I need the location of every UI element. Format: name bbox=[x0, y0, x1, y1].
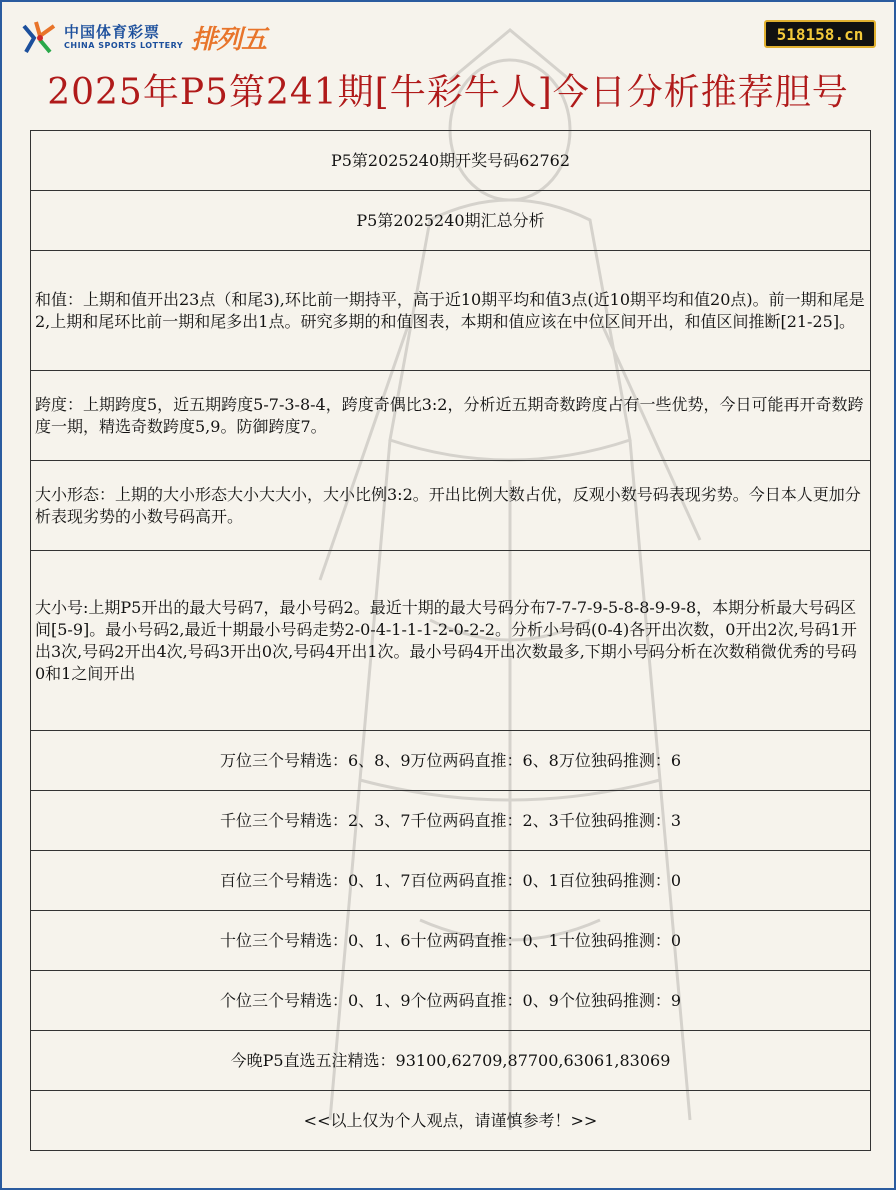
table-row bbox=[31, 1031, 871, 1091]
table-row bbox=[31, 731, 871, 791]
china-sports-lottery-logo bbox=[20, 18, 266, 56]
table-row bbox=[31, 191, 871, 251]
sum-analysis-cell: 和值：上期和值开出23点（和尾3),环比前一期持平，高于近10期平均和值3点(近10期平均和值20点)。前一期和尾是2,上期和尾环比前一期和尾多出1点。研究多期的和值图表，本期和值应该在中位区间开出，和值区间推断[21-25]。 bbox=[31, 251, 871, 371]
tonight-picks-cell: 今晚P5直选五注精选：93100,62709,87700,63061,83069 bbox=[31, 1031, 871, 1091]
header bbox=[0, 0, 896, 130]
draw-result-cell: P5第2025240期开奖号码62762 bbox=[31, 131, 871, 191]
wan-position-pick-cell: 万位三个号精选：6、8、9万位两码直推：6、8万位独码推测：6 bbox=[31, 731, 871, 791]
size-number-analysis-cell: 大小号:上期P5开出的最大号码7，最小号码2。最近十期的最大号码分布7-7-7-9-5-8-8-9-9-8，本期分析最大号码区间[5-9]。最小号码2,最近十期最小号码走势2-0-4-1-1-1-2-0-2-2。分析小号码(0-4)各开出次数，0开出2次,号码1开出3次,号码2开出4次,号码3开出0次,号码4开出1次。最小号码4开出次数最多,下期小号码分析在次数稍微优秀的号码0和1之间开出 bbox=[31, 551, 871, 731]
qian-position-pick-cell: 千位三个号精选：2、3、7千位两码直推：2、3千位独码推测：3 bbox=[31, 791, 871, 851]
table-row bbox=[31, 1091, 871, 1151]
table-row bbox=[31, 851, 871, 911]
analysis-table bbox=[30, 130, 871, 1151]
lottery-star-icon bbox=[20, 18, 58, 56]
disclaimer-cell: <<以上仅为个人观点，请谨慎参考！>> bbox=[31, 1091, 871, 1151]
site-badge[interactable]: 518158.cn bbox=[764, 20, 876, 48]
logo-english-text: CHINA SPORTS LOTTERY bbox=[64, 41, 184, 50]
table-row bbox=[31, 911, 871, 971]
table-row bbox=[31, 971, 871, 1031]
page-title: 2025年P5第241期[牛彩牛人]今日分析推荐胆号 bbox=[47, 72, 849, 113]
summary-heading-cell: P5第2025240期汇总分析 bbox=[31, 191, 871, 251]
size-form-analysis-cell: 大小形态：上期的大小形态大小大大小，大小比例3:2。开出比例大数占优，反观小数号码表现劣势。今日本人更加分析表现劣势的小数号码高开。 bbox=[31, 461, 871, 551]
logo-chinese-text: 中国体育彩票 bbox=[64, 23, 161, 41]
table-row bbox=[31, 131, 871, 191]
pailie-wu-brand: 排列五 bbox=[191, 24, 267, 55]
ge-position-pick-cell: 个位三个号精选：0、1、9个位两码直推：0、9个位独码推测：9 bbox=[31, 971, 871, 1031]
table-row bbox=[31, 551, 871, 731]
bai-position-pick-cell: 百位三个号精选：0、1、7百位两码直推：0、1百位独码推测：0 bbox=[31, 851, 871, 911]
span-analysis-cell: 跨度：上期跨度5，近五期跨度5-7-3-8-4，跨度奇偶比3:2，分析近五期奇数跨度占有一些优势，今日可能再开奇数跨度一期，精选奇数跨度5,9。防御跨度7。 bbox=[31, 371, 871, 461]
table-row bbox=[31, 791, 871, 851]
shi-position-pick-cell: 十位三个号精选：0、1、6十位两码直推：0、1十位独码推测：0 bbox=[31, 911, 871, 971]
table-row bbox=[31, 461, 871, 551]
table-row bbox=[31, 251, 871, 371]
table-row bbox=[31, 371, 871, 461]
